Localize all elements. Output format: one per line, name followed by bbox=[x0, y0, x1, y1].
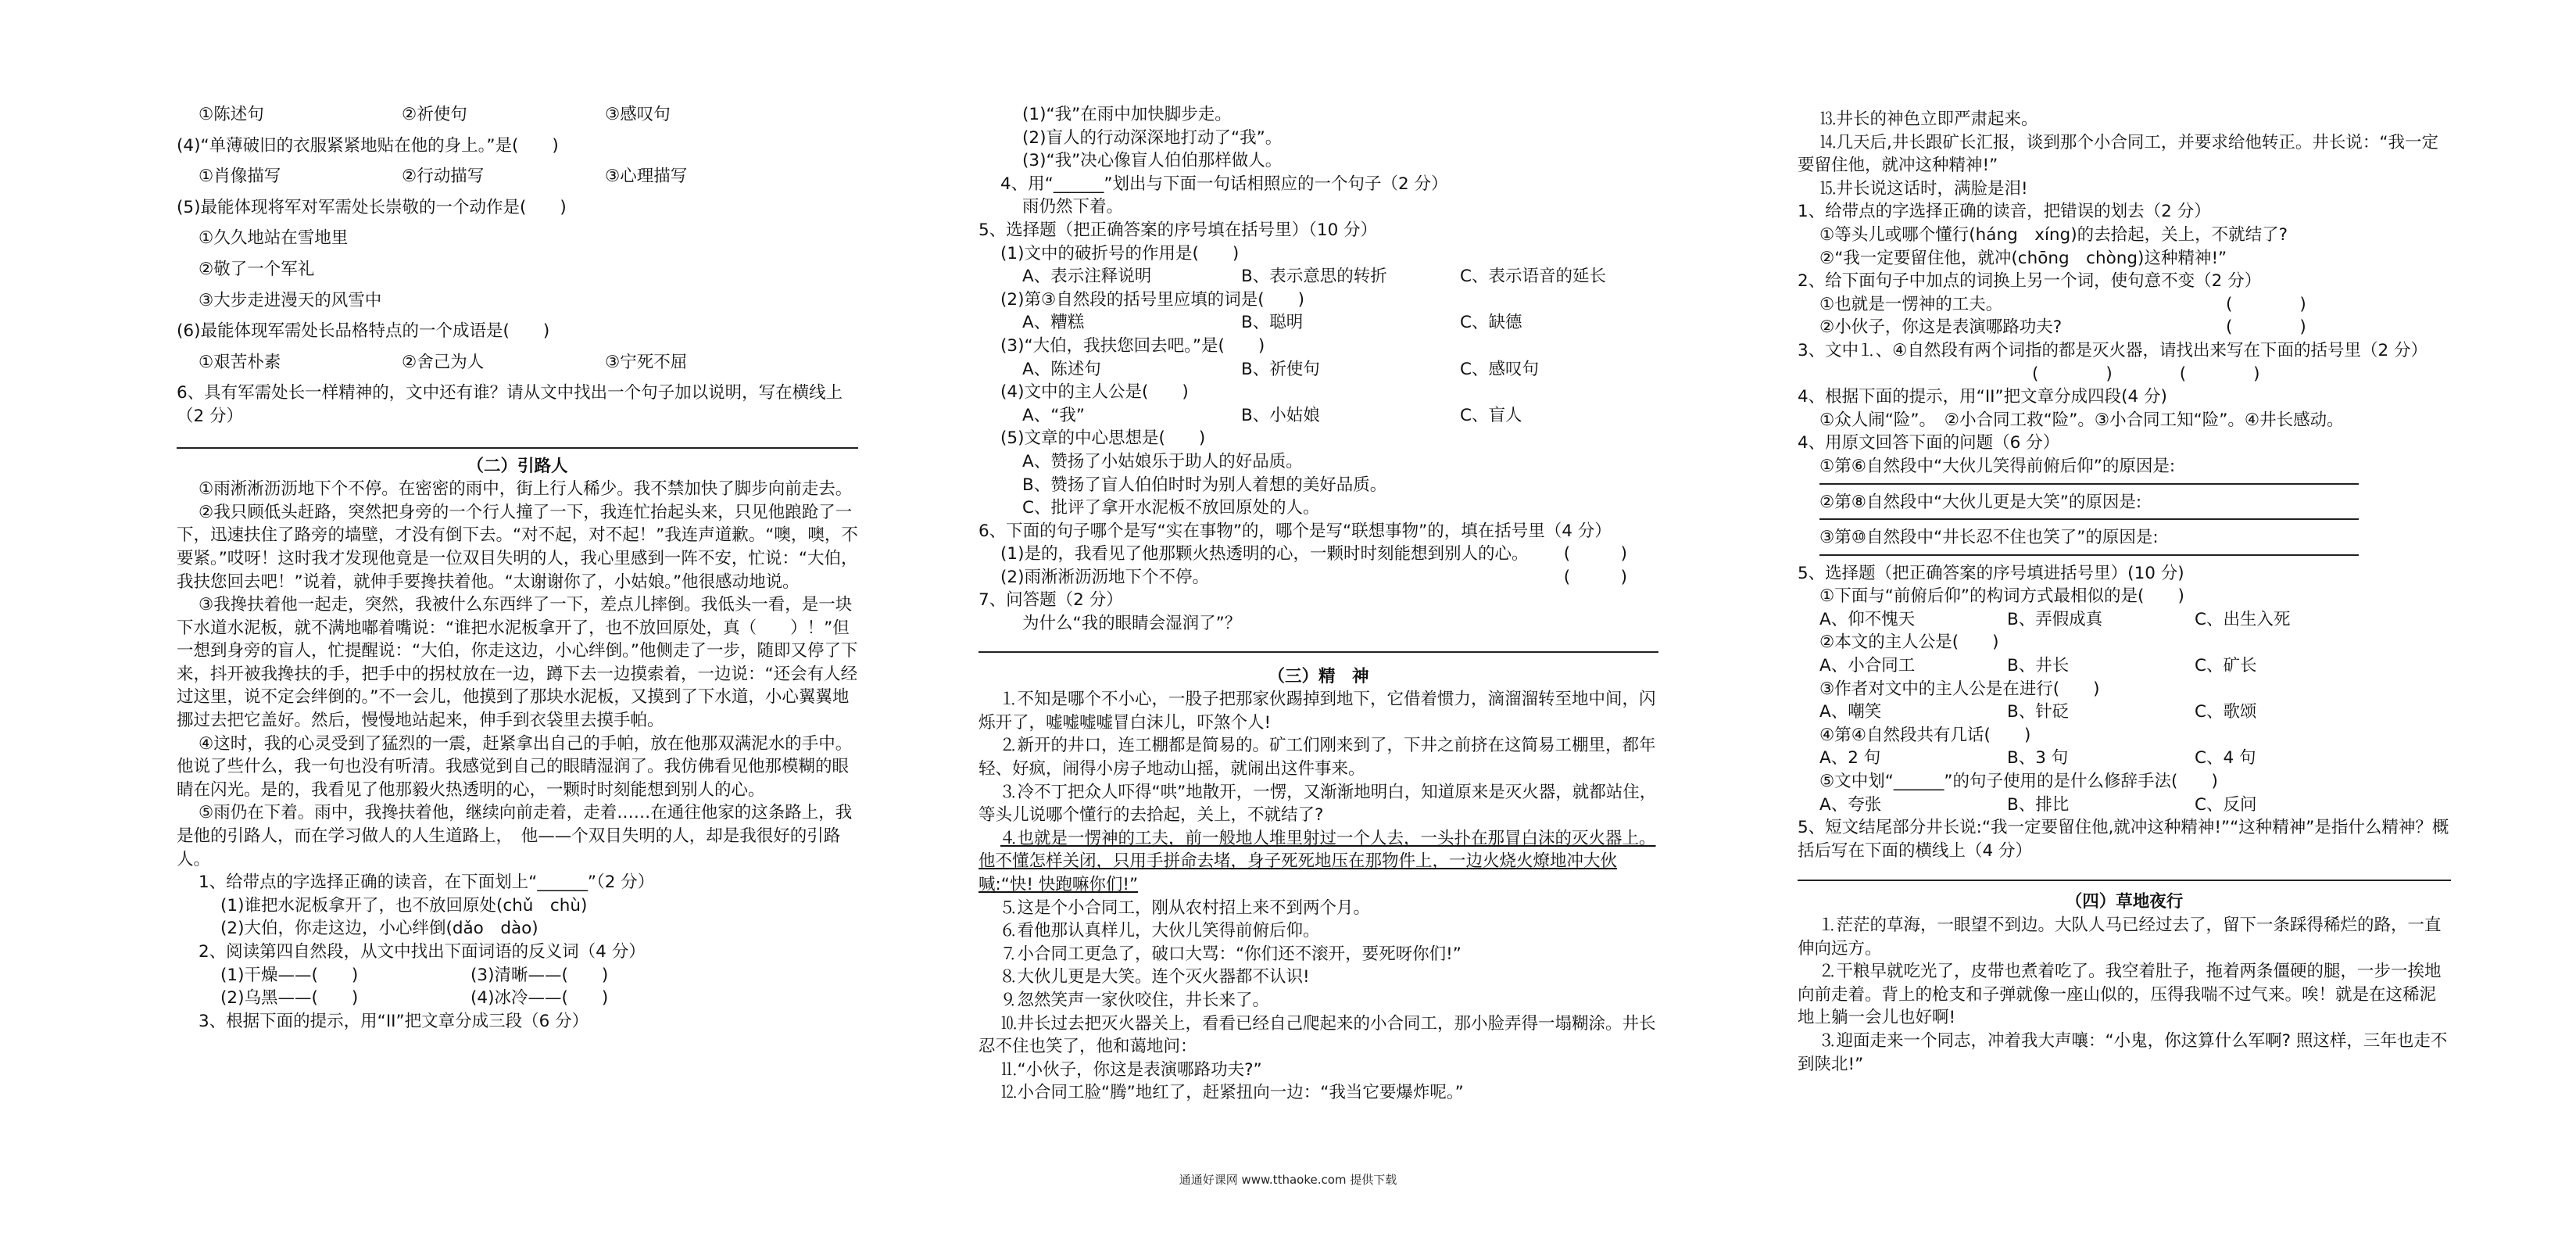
sub-question: ④第④自然段共有几话( ) bbox=[1819, 725, 2031, 745]
question: 4、根据下面的提示，用“II”把文章分成四段(4 分) bbox=[1798, 387, 2167, 407]
sub-question-text: (1)是的，我看见了他那颗火热透明的心，一颗时时刻能想到别人的心。 bbox=[1000, 544, 1529, 564]
answer-paren: ( ) bbox=[2226, 317, 2306, 338]
option-row bbox=[177, 964, 858, 987]
sub-question bbox=[1798, 293, 2451, 317]
option-row bbox=[979, 311, 1658, 335]
paragraph: ⒖井长说这话时，满脸是泪! bbox=[1819, 178, 2028, 199]
paragraph: ①雨淅淅沥沥地下个不停。在密密的雨中，街上行人稀少。我不禁加快了脚步向前走去。 bbox=[199, 479, 853, 500]
section-title: （二）引路人 bbox=[467, 456, 568, 476]
sub-question: (1)谁把水泥板拿开了，也不放回原处(chǔ chù) bbox=[220, 895, 588, 916]
option: B、祈使句 bbox=[1241, 359, 1320, 379]
paragraph: ⒓小合同工脸“腾”地红了，赶紧扭向一边：“我当它要爆炸呢。” bbox=[1000, 1083, 1464, 1103]
question: 2、阅读第四自然段，从文中找出下面词语的反义词（4 分） bbox=[199, 942, 646, 962]
option: ①陈述句 bbox=[199, 105, 264, 124]
option-row bbox=[979, 404, 1658, 428]
paragraph: ⒕几天后,井长跟矿长汇报，谈到那个小合同工，并要求给他转正。井长说：“我一定要留住他，就冲这种精神!” bbox=[1798, 132, 2438, 176]
paragraph-underlined: ⒋也就是一愣神的工夫，前一般地人堆里射过一个人去，一头扑在那冒白沫的灭火器上。他不懂怎样关闭，只用手拼命去堵，身子死死地压在那物件上，一边火烧火燎地冲大伙喊:“快! 快跑嘛你们!” bbox=[979, 828, 1656, 894]
sub-question bbox=[1798, 316, 2451, 339]
answer-paren: ( ) bbox=[2226, 294, 2306, 314]
option-row bbox=[1798, 701, 2451, 724]
option-row bbox=[979, 265, 1658, 288]
question: 5、短文结尾部分井长说:“我一定要留住他,就冲这种精神!”“这种精神”是指什么精神？概括后写在下面的横线上（4 分） bbox=[1798, 818, 2449, 861]
paragraph: ⒍看他那认真样儿，大伙儿笑得前俯后仰。 bbox=[1000, 921, 1320, 941]
answer-paren: ( ) bbox=[1563, 567, 1627, 587]
paragraph: ⒈不知是哪个不小心，一股子把那家伙踢掉到地下，它借着惯力，滴溜溜转至地中间，闪烁开了，嘘嘘嘘嘘冒白沫儿，吓煞个人! bbox=[979, 690, 1656, 733]
paragraph: ⒒“小伙子，你这是表演哪路功夫?” bbox=[1000, 1059, 1262, 1080]
sub-question: (1)文中的破折号的作用是( ) bbox=[1000, 243, 1240, 263]
answer-line bbox=[1819, 518, 2359, 520]
option-row bbox=[1798, 794, 2451, 817]
option: A、小合同工 bbox=[1819, 656, 1916, 676]
paragraph: ⒉干粮早就吃光了，皮带也煮着吃了。我空着肚子，拖着两条僵硬的腿，一步一挨地向前走着。背上的枪支和子弹就像一座山似的，压得我喘不过气来。唉！就是在这稀泥地上躺一会儿也好啊! bbox=[1798, 962, 2442, 1028]
sub-question: (3)清晰——( ) bbox=[470, 965, 609, 985]
sub-question: ①等头儿或哪个懂行(háng xíng)的去拾起，关上，不就结了? bbox=[1819, 224, 2288, 245]
option: A、2 句 bbox=[1819, 748, 1881, 769]
paragraph: ③我搀扶着他一起走，突然，我被什么东西绊了一下，差点儿摔倒。我低头一看，是一块下水道水泥板，就不满地嘟着嘴说：“谁把水泥板拿开了，也不放回原处，真（ ）！”但一想到身旁的盲人，忙提醒说：“大伯，你走这边，小心绊倒。”他侧走了一步，随即又停了下来，抖开被我搀扶的手，把手中的拐杖放在一边，蹲下去一边摸索着，一边说：“还会有人经过这里，说不定会绊倒的。”不一会儿，他摸到了那块水泥板，又摸到了下水道，小心翼翼地挪过去把它盖好。然后，慢慢地站起来，伸手到衣袋里去摸手帕。 bbox=[177, 595, 858, 731]
option: A、夸张 bbox=[1819, 794, 1882, 815]
sub-question-text: (2)雨淅淅沥沥地下个不停。 bbox=[1000, 567, 1209, 587]
option-row bbox=[979, 358, 1658, 382]
paragraph: ④这时，我的心灵受到了猛烈的一震，赶紧拿出自己的手帕，放在他那双满泥水的手中。他说了些什么，我一句也没有听清。我感觉到自己的眼睛湿润了。我仿佛看见他那模糊的眼睛在闪光。是的，我看见了他那毅火热透明的心，一颗时时刻能想到别人的心。 bbox=[177, 733, 853, 800]
paragraph: ⒔井长的神色立即严肃起来。 bbox=[1819, 109, 2038, 129]
option: ③大步走进漫天的风雪中 bbox=[199, 290, 382, 310]
option: ②行动描写 bbox=[402, 167, 485, 187]
paragraph: ⑤雨仍在下着。雨中，我搀扶着他，继续向前走着，走着……在通往他家的这条路上，我是他的引路人，而在学习做人的人生道路上， 他——个双目失明的人，却是我很好的引路人。 bbox=[177, 803, 853, 869]
option: A、陈述句 bbox=[1022, 359, 1101, 379]
sub-question: (4)文中的主人公是( ) bbox=[1000, 382, 1189, 403]
hint: (1)“我”在雨中加快脚步走。 bbox=[1022, 105, 1232, 124]
section-title: （三）精 神 bbox=[1268, 666, 1369, 686]
sub-question bbox=[979, 566, 1658, 589]
option-row bbox=[177, 987, 858, 1010]
answer-line bbox=[979, 651, 1658, 653]
sub-question: ①下面与“前俯后仰”的构词方式最相似的是( ) bbox=[1819, 586, 2184, 607]
sub-question: (2)大伯，你走这边，小心绊倒(dǎo dào) bbox=[220, 919, 538, 939]
paragraph: ⒉新开的井口，连工棚都是简易的。矿工们刚来到了，下井之前挤在这简易工棚里，都年轻、好疯，闹得小房子地动山摇，就闹出这件事来。 bbox=[979, 736, 1656, 779]
paragraph: ⒌这是个小合同工，刚从农村招上来不到两个月。 bbox=[1000, 898, 1371, 918]
sub-question: ②本文的主人公是( ) bbox=[1819, 632, 1999, 653]
option-row bbox=[1798, 608, 2451, 632]
paragraph: ⒊冷不丁把众人吓得“哄”地散开，一愣，又渐渐地明白，知道原来是灭火器，就都站住，等头儿说哪个懂行的去拾起，关上，不就结了? bbox=[979, 782, 1657, 826]
question: 4、用原文回答下面的问题（6 分） bbox=[1798, 433, 2060, 453]
option: C、歌颂 bbox=[2195, 702, 2257, 722]
paragraph: ⒊迎面走来一个同志，冲着我大声嚷：“小鬼，你这算什么军啊? 照这样，三年也走不到陕北!” bbox=[1798, 1030, 2448, 1074]
option: ③感叹句 bbox=[605, 105, 671, 124]
option: B、3 句 bbox=[2007, 748, 2069, 769]
paragraph: ②我只顾低头赶路，突然把身旁的一个行人撞了一下，我连忙抬起头来，只见他踉跄了一下，迅速扶住了路旁的墙壁，才没有倒下去。“对不起，对不起！”我连声道歉。“噢，噢，不要紧。”哎呀！这时我才发现他竟是一位双目失明的人，我心里感到一阵不安，忙说：“大伯，我扶您回去吧！”说着，就伸手要搀扶着他。“太谢谢你了，小姑娘。”他很感动地说。 bbox=[177, 502, 858, 592]
option: C、出生入死 bbox=[2195, 609, 2291, 629]
question: 4、用“______”划出与下面一句话相照应的一个句子（2 分） bbox=[1000, 174, 1448, 194]
option: ②敬了一个军礼 bbox=[199, 259, 315, 279]
option: B、小姑娘 bbox=[1241, 405, 1320, 425]
option: ①艰苦朴素 bbox=[199, 352, 281, 372]
answer-line bbox=[177, 447, 858, 449]
question: (4)“单薄破旧的衣服紧紧地贴在他的身上。”是( ) bbox=[177, 135, 559, 156]
option: C、批评了拿开水泥板不放回原处的人。 bbox=[1022, 498, 1320, 518]
sub-question: (4)冰冷——( ) bbox=[470, 988, 609, 1009]
answer-parens: ( ) ( ) bbox=[2032, 364, 2260, 384]
option: B、排比 bbox=[2007, 794, 2070, 815]
question: 6、下面的句子哪个是写“实在事物”的，哪个是写“联想事物”的，填在括号里（4 分） bbox=[979, 521, 1612, 541]
option-row bbox=[177, 351, 858, 374]
column-2 bbox=[979, 103, 1658, 1105]
question: 3、根据下面的提示，用“II”把文章分成三段（6 分） bbox=[199, 1011, 589, 1031]
option: B、聪明 bbox=[1241, 313, 1304, 333]
sub-question: ③第⑩自然段中“井长忍不住也笑了”的原因是: bbox=[1819, 528, 2159, 548]
sub-question: (1)干燥——( ) bbox=[220, 965, 359, 985]
option: C、矿长 bbox=[2195, 656, 2257, 676]
sub-question-text: ②小伙子，你这是表演哪路功夫? bbox=[1819, 317, 2063, 338]
sub-question: ②第⑧自然段中“大伙儿更是大笑”的原因是: bbox=[1819, 492, 2142, 512]
paragraph: ⒑井长过去把灭火器关上，看看已经自己爬起来的小合同工，那小脸弄得一塌糊涂。井长忍不住也笑了，他和蔼地问： bbox=[979, 1013, 1656, 1057]
option: ③宁死不屈 bbox=[605, 352, 688, 372]
quote: 雨仍然下着。 bbox=[1022, 197, 1124, 217]
answer-paren: ( ) bbox=[1563, 544, 1627, 564]
option: B、井长 bbox=[2007, 656, 2070, 676]
option: ③心理描写 bbox=[605, 167, 688, 187]
sub-question: (2)第③自然段的括号里应填的词是( ) bbox=[1000, 289, 1305, 310]
question: (5)最能体现将军对军需处长崇敬的一个动作是( ) bbox=[177, 197, 567, 217]
hint: ①众人闹“险”。 ②小合同工救“险”。③小合同工知“险”。④井长感动。 bbox=[1819, 410, 2344, 430]
paragraph: ⒎小合同工更急了，破口大骂：“你们还不滚开，要死呀你们!” bbox=[1000, 944, 1462, 964]
question: 5、选择题（把正确答案的序号填进括号里）(10 分) bbox=[1798, 563, 2184, 583]
section-title: （四）草地夜行 bbox=[2065, 892, 2184, 912]
hint: (2)盲人的行动深深地打动了“我”。 bbox=[1022, 127, 1283, 148]
option: ①肖像描写 bbox=[199, 167, 281, 187]
option-row bbox=[1798, 654, 2451, 678]
question: 5、选择题（把正确答案的序号填在括号里）（10 分） bbox=[979, 220, 1378, 240]
option: A、糟糕 bbox=[1022, 313, 1085, 333]
sub-question: ③作者对文中的主人公是在进行( ) bbox=[1819, 679, 2100, 699]
option: B、针砭 bbox=[2007, 702, 2070, 722]
question: (6)最能体现军需处长品格特点的一个成语是( ) bbox=[177, 321, 550, 342]
paragraph: ⒏大伙儿更是大笑。连个灭火器都不认识! bbox=[1000, 967, 1310, 987]
option: ②祈使句 bbox=[402, 105, 467, 124]
option: C、感叹句 bbox=[1460, 359, 1540, 379]
option-row bbox=[177, 103, 858, 127]
hint: (3)“我”决心像盲人伯伯那样做人。 bbox=[1022, 151, 1283, 171]
sub-question bbox=[979, 543, 1658, 566]
option: B、赞扬了盲人伯伯时时为别人着想的美好品质。 bbox=[1022, 475, 1387, 495]
answer-line bbox=[1798, 880, 2451, 881]
question: 6、具有军需处长一样精神的，文中还有谁？请从文中找出一个句子加以说明，写在横线上（2 分） bbox=[177, 383, 843, 426]
sub-question: (5)文章的中心思想是( ) bbox=[1000, 428, 1206, 449]
option: A、仰不愧天 bbox=[1819, 609, 1916, 629]
sub-question: (2)乌黑——( ) bbox=[220, 988, 359, 1009]
option: A、“我” bbox=[1022, 405, 1085, 425]
answer-line bbox=[1819, 483, 2359, 485]
option: ②舍己为人 bbox=[402, 352, 485, 372]
question: 1、给带点的字选择正确的读音，把错误的划去（2 分） bbox=[1798, 202, 2211, 222]
question: 3、文中⒈、④自然段有两个词指的都是灭火器，请找出来写在下面的括号里（2 分） bbox=[1798, 340, 2428, 360]
option: ①久久地站在雪地里 bbox=[199, 228, 349, 249]
option: A、嘲笑 bbox=[1819, 702, 1882, 722]
option: A、赞扬了小姑娘乐于助人的好品质。 bbox=[1022, 451, 1303, 471]
paragraph: ⒐忽然笑声一家伙咬住，井长来了。 bbox=[1000, 990, 1270, 1010]
sub-question: ②“我一定要留住他，就冲(chōng chòng)这种精神!” bbox=[1819, 248, 2227, 268]
option: C、表示语音的延长 bbox=[1460, 267, 1607, 287]
option: A、表示注释说明 bbox=[1022, 267, 1152, 287]
answer-line bbox=[1819, 554, 2359, 556]
column-1 bbox=[177, 103, 858, 1033]
paragraph: ⒈茫茫的草海，一眼望不到边。大队人马已经过去了，留下一条踩得稀烂的路，一直伸向远方。 bbox=[1798, 916, 2442, 959]
question: 1、给带点的字选择正确的读音，在下面划上“______”（2 分） bbox=[199, 873, 655, 893]
sub-question-text: ①也就是一愣神的工夫。 bbox=[1819, 294, 2003, 314]
question: 7、问答题（2 分） bbox=[979, 590, 1123, 611]
option: C、反问 bbox=[2195, 794, 2257, 815]
sub-question: (3)“大伯，我扶您回去吧。”是( ) bbox=[1000, 335, 1265, 356]
option: B、弄假成真 bbox=[2007, 609, 2103, 629]
sub-question: ⑤文中划“______”的句子使用的是什么修辞手法( ) bbox=[1819, 772, 2218, 792]
question: 2、给下面句子中加点的词换上另一个词，使句意不变（2 分） bbox=[1798, 271, 2262, 292]
option: B、表示意思的转折 bbox=[1241, 267, 1387, 287]
option: C、缺德 bbox=[1460, 313, 1522, 333]
option-row bbox=[177, 165, 858, 188]
option: C、盲人 bbox=[1460, 405, 1522, 425]
column-3 bbox=[1798, 108, 2451, 1076]
option: C、4 句 bbox=[2195, 748, 2256, 769]
option-row bbox=[1798, 747, 2451, 770]
footer-credit: 通通好课网 www.tthaoke.com 提供下载 bbox=[1179, 1173, 1397, 1187]
sub-question: 为什么“我的眼睛会湿润了”？ bbox=[1022, 614, 1242, 634]
sub-question: ①第⑥自然段中“大伙儿笑得前俯后仰”的原因是: bbox=[1819, 456, 2176, 476]
